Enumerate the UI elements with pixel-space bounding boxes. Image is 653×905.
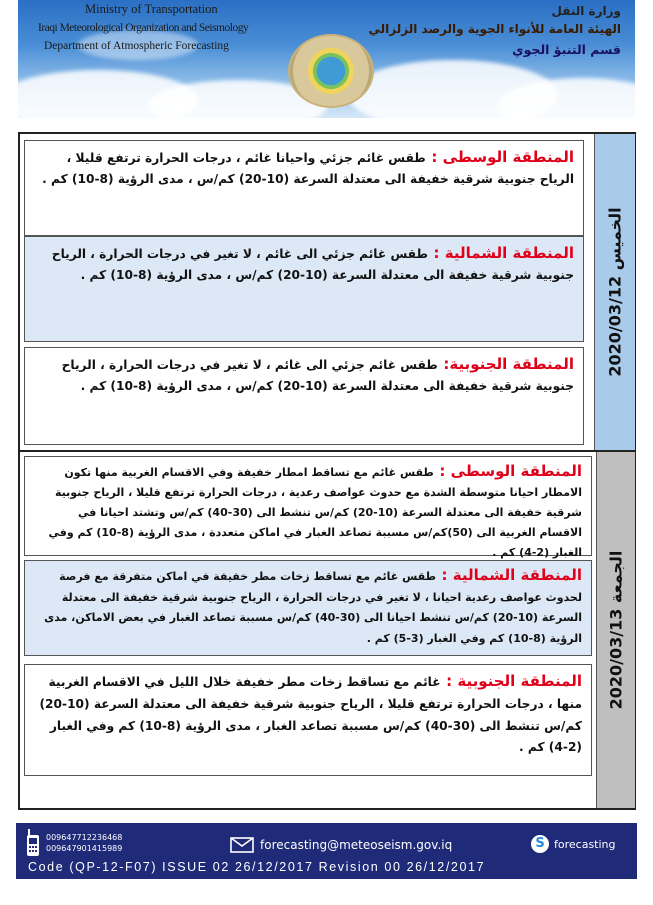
ministry-en: Ministry of Transportation xyxy=(85,2,218,16)
day-panel-thursday xyxy=(18,132,636,452)
footer xyxy=(16,823,637,879)
phone-icon xyxy=(26,829,40,857)
org-en: Iraqi Meteorological Organization and Seismology xyxy=(38,22,249,34)
region-name: المنطقة الشمالية : xyxy=(441,566,582,584)
region-name: المنطقة الجنوبية : xyxy=(446,672,582,690)
dept-en: Department of Atmospheric Forecasting xyxy=(44,40,229,52)
forecast-text: طقس غائم جزئي واحيانا غائم ، درجات الحرارة ترتفع قليلا ، الرياح جنوبية شرقية خفيفة الى معتدلة السرعة (10-20) كم/س ، مدى الرؤية (8-10) كم . xyxy=(42,151,574,186)
forecast-text: طقس غائم مع تساقط امطار خفيفة وفي الاقسام الغربية منها تكون الامطار احيانا متوسطة الشدة مع حدوث عواصف رعدية ، درجات الحرارة ترتفع قليلا ، الرياح جنوبية شرقية خفيفة الى معتدلة السرعة (10-20) كم/س تنشط الى (30-40) كم/س وتشتد احيانا في الاقسام الغربية الى (50)كم/س مسببة تصاعد الغبار في اماكن متعددة ، مدى الرؤية (8-10) كم وفي الغبار (2-4) كم . xyxy=(48,466,582,560)
region-name: المنطقة الجنوبية: xyxy=(443,355,574,373)
forecast-text: طقس غائم جزئي الى غائم ، لا تغير في درجات الحرارة ، الرياح جنوبية شرقية خفيفة الى معتدلة السرعة (10-20) كم/س ، مدى الرؤية (8-10) كم . xyxy=(61,358,574,393)
region-name: المنطقة الوسطى : xyxy=(431,148,574,166)
skype-handle: forecasting xyxy=(554,838,616,851)
envelope-icon xyxy=(230,837,254,853)
ministry-ar: وزارة النقل xyxy=(551,4,621,18)
region-box-northern xyxy=(24,560,592,656)
region-box-central xyxy=(24,456,592,560)
region-name: المنطقة الشمالية : xyxy=(433,244,574,262)
forecast-text: غائم مع تساقط زخات مطر خفيفة خلال الليل في الاقسام الغربية منها ، درجات الحرارة ترتفع قليلا ، الرياح جنوبية شرقية خفيفة الى معتدلة السرعة (10-20) كم/س تنشط الى (30-40) كم/س مسببة تصاعد الغبار ، مدى الرؤية (8-10) كم وفي الغبار (2-4) كم . xyxy=(39,675,582,755)
day-date: الجمعة 2020/03/13 xyxy=(606,550,626,710)
dept-ar: قسم التنبؤ الجوي xyxy=(512,42,621,57)
phone-number-1: 009647712236468 xyxy=(46,833,123,842)
region-box-southern xyxy=(24,347,584,445)
region-box-northern xyxy=(24,236,584,342)
day-panel-friday xyxy=(18,450,636,810)
date-bar xyxy=(596,452,635,808)
day-date: الخميس 2020/03/12 xyxy=(605,207,625,377)
forecast-text: طقس غائم جزئي الى غائم ، لا تغير في درجات الحرارة ، الرياح جنوبية شرقية خفيفة الى معتدلة السرعة (10-20) كم/س ، مدى الرؤية (8-10) كم . xyxy=(51,247,574,282)
region-box-southern xyxy=(24,664,592,776)
date-bar xyxy=(594,134,635,450)
region-name: المنطقة الوسطى : xyxy=(439,462,582,480)
phone-number-2: 009647901415989 xyxy=(46,844,123,853)
header-banner xyxy=(18,0,635,118)
org-ar: الهيئة العامة للأنواء الجوية والرصد الزلزالي xyxy=(368,22,621,36)
document-code-line: Code (QP-12-F07) ISSUE 02 26/12/2017 Revision 00 26/12/2017 xyxy=(28,860,486,874)
email-link[interactable]: forecasting@meteoseism.gov.iq xyxy=(260,838,453,852)
skype-icon: S xyxy=(531,835,549,853)
organization-logo-icon xyxy=(288,34,374,108)
region-box-central xyxy=(24,140,584,236)
forecast-text: طقس غائم مع تساقط زخات مطر خفيفة في اماكن متفرقة مع فرصة لحدوث عواصف رعدية احيانا ، لا تغير في درجات الحرارة ، الرياح جنوبية شرقية خفيفة الى معتدلة السرعة (10-20) كم/س تنشط احيانا الى (30-40) كم/س مسببة تصاعد الغبار في بعض الاماكن، مدى الرؤية (8-10) كم وفي الغبار (3-5) كم . xyxy=(44,570,582,645)
